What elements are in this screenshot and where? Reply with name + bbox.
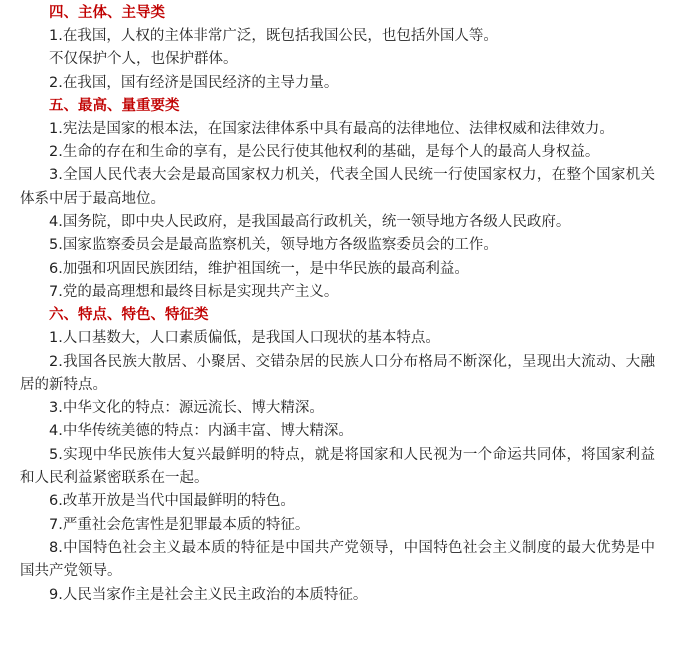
paragraph: 2.生命的存在和生命的享有，是公民行使其他权利的基础，是每个人的最高人身权益。 [49,144,600,161]
paragraph: 9.人民当家作主是社会主义民主政治的本质特征。 [49,586,368,603]
paragraph: 3.中华文化的特点：源远流长、博大精深。 [49,400,324,417]
paragraph: 7.党的最高理想和最终目标是实现共产主义。 [49,283,339,300]
paragraph: 3.全国人民代表大会是最高国家权力机关，代表全国人民统一行使国家权力，在整个国家机关体系中居于最高地位。 [20,167,655,207]
paragraph: 2.在我国，国有经济是国民经济的主导力量。 [49,74,339,91]
section-heading-highest: 五、最高、量重要类 [49,97,180,114]
paragraph: 2.我国各民族大散居、小聚居、交错杂居的民族人口分布格局不断深化，呈现出大流动、大融居的新特点。 [20,353,655,393]
paragraph: 1.宪法是国家的根本法，在国家法律体系中具有最高的法律地位、法律权威和法律效力。 [49,120,614,137]
paragraph: 不仅保护个人，也保护群体。 [49,51,238,68]
paragraph: 6.加强和巩固民族团结，维护祖国统一，是中华民族的最高利益。 [49,260,469,277]
paragraph: 1.人口基数大，人口素质偏低，是我国人口现状的基本特点。 [49,330,440,347]
section-heading-subject: 四、主体、主导类 [49,5,165,21]
section-heading-features: 六、特点、特色、特征类 [49,307,209,324]
paragraph: 4.中华传统美德的特点：内涵丰富、博大精深。 [49,423,353,440]
paragraph: 5.国家监察委员会是最高监察机关，领导地方各级监察委员会的工作。 [49,237,498,254]
paragraph: 5.实现中华民族伟大复兴最鲜明的特点，就是将国家和人民视为一个命运共同体，将国家利益和人民利益紧密联系在一起。 [20,446,655,487]
paragraph: 7.严重社会危害性是犯罪最本质的特征。 [49,516,310,533]
paragraph: 8.中国特色社会主义最本质的特征是中国共产党领导，中国特色社会主义制度的最大优势是中国共产党领导。 [20,539,655,580]
paragraph: 6.改革开放是当代中国最鲜明的特色。 [49,493,295,510]
paragraph: 4.国务院，即中央人民政府，是我国最高行政机关，统一领导地方各级人民政府。 [49,214,571,231]
paragraph: 1.在我国，人权的主体非常广泛，既包括我国公民，也包括外国人等。 [49,28,498,44]
